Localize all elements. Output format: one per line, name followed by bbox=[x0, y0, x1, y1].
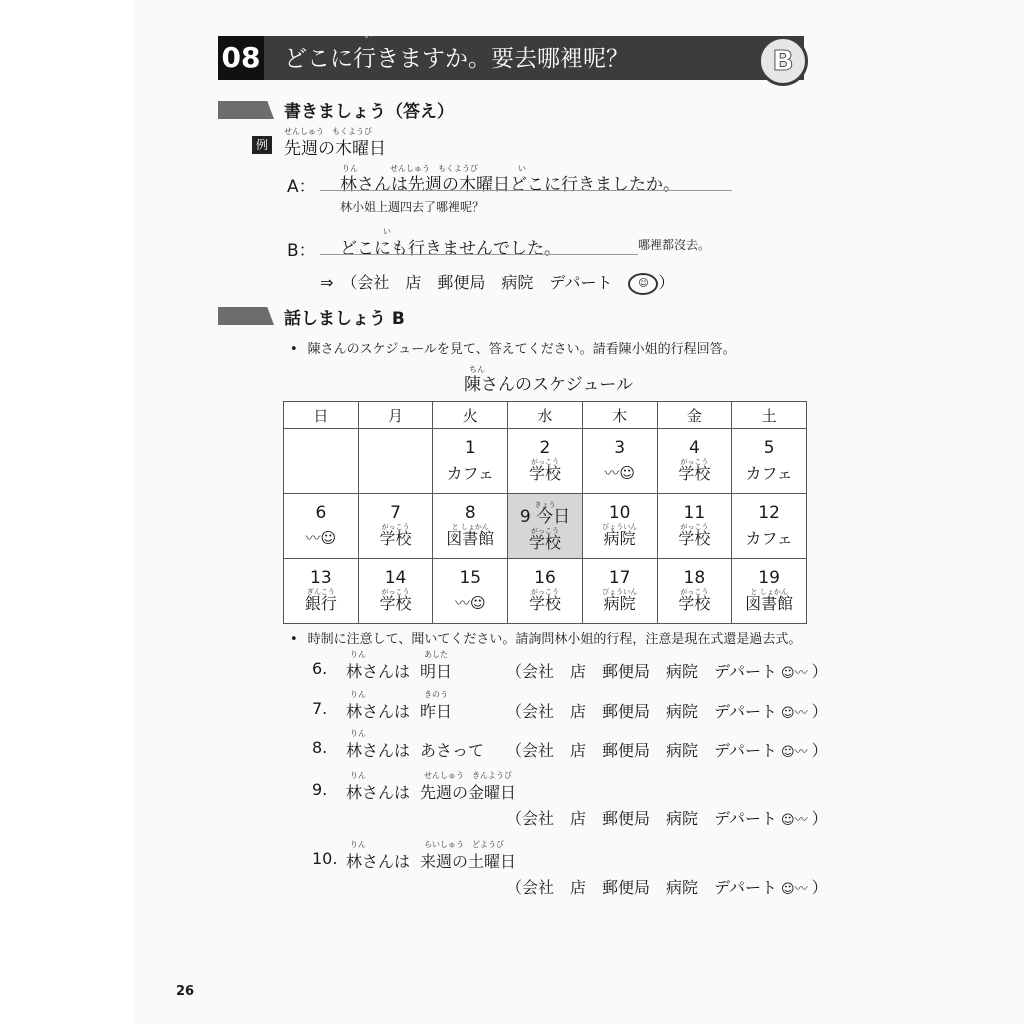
calendar-day-cell bbox=[582, 559, 657, 624]
lesson-number: 08 bbox=[218, 36, 264, 80]
event-ruby: がっこう bbox=[680, 587, 709, 596]
weekday-header: 土 bbox=[732, 402, 807, 429]
event-label: 図書館 bbox=[446, 528, 495, 548]
event-label: 学校 bbox=[678, 528, 711, 548]
sleeping-icon: ☺〰 bbox=[781, 813, 808, 828]
title-ruby: い bbox=[364, 31, 372, 40]
question-number: 9. bbox=[312, 780, 328, 799]
calendar-day-cell bbox=[657, 494, 732, 559]
a-sentence: 林さんは先週の木曜日どこに行きましたか。 bbox=[340, 175, 680, 195]
b-translation: 哪裡都沒去。 bbox=[638, 238, 711, 252]
schedule-ruby: ちん bbox=[469, 365, 485, 374]
event-ruby: と しょかん bbox=[750, 587, 788, 596]
subject-ruby: りん bbox=[350, 690, 366, 699]
day-number: 14 bbox=[384, 567, 407, 588]
schedule-calendar bbox=[283, 401, 807, 624]
weekday-header: 火 bbox=[433, 402, 508, 429]
options-text: ⇒ （会社 店 郵便局 病院 デパート bbox=[320, 273, 629, 292]
b-sentence: どこにも行きませんでした。 bbox=[340, 239, 561, 259]
sleeping-icon: 〰☺ bbox=[454, 594, 486, 613]
a-ruby: りん せんしゅう もくようび い bbox=[342, 164, 526, 173]
calendar-day-cell bbox=[284, 494, 359, 559]
a-label: A： bbox=[287, 177, 316, 197]
options-close: ） bbox=[811, 741, 828, 760]
calendar-day-cell bbox=[508, 494, 583, 559]
day-number: 9 今日 bbox=[519, 506, 571, 527]
calendar-day-cell bbox=[582, 494, 657, 559]
day-number: 4 bbox=[688, 437, 700, 458]
question-time: 来週の土曜日 bbox=[420, 852, 517, 871]
tense-instruction: • 時制に注意して、聞いてください。請詢問林小姐的行程，注意是現在式還是過去式。 bbox=[290, 628, 801, 647]
event-label: 病院 bbox=[603, 593, 636, 613]
section-title-writing: 書きましょう（答え） bbox=[284, 102, 454, 122]
day-number: 13 bbox=[310, 567, 332, 588]
weekday-header: 金 bbox=[657, 402, 732, 429]
example-badge: 例 bbox=[252, 136, 272, 154]
question-number: 8. bbox=[312, 738, 328, 757]
event-label: カフェ bbox=[446, 463, 494, 483]
options-text: （会社 店 郵便局 病院 デパート bbox=[506, 741, 778, 760]
options-text: （会社 店 郵便局 病院 デパート bbox=[506, 809, 778, 828]
question-subject: 林さんは bbox=[346, 783, 411, 802]
event-label: 学校 bbox=[678, 593, 711, 613]
sleeping-icon: 〰☺ bbox=[305, 529, 337, 548]
options-text: （会社 店 郵便局 病院 デパート bbox=[506, 878, 778, 897]
weekday-header: 木 bbox=[582, 402, 657, 429]
sleeping-icon: ☺ bbox=[628, 273, 658, 295]
subject-ruby: りん bbox=[350, 650, 366, 659]
options-list bbox=[506, 699, 828, 722]
options-close: ） bbox=[811, 809, 828, 828]
section-marker bbox=[218, 307, 274, 325]
day-number: 10 bbox=[608, 502, 631, 523]
example-text: 先週の木曜日 bbox=[284, 139, 386, 159]
calendar-day-cell bbox=[358, 559, 433, 624]
sleeping-icon: ☺〰 bbox=[781, 666, 808, 681]
subject-ruby: りん bbox=[350, 771, 366, 780]
options-close: ） bbox=[811, 878, 828, 897]
time-ruby: あした bbox=[424, 650, 448, 659]
day-number: 11 bbox=[683, 502, 706, 523]
event-label: 図書館 bbox=[745, 593, 794, 613]
event-label: 学校 bbox=[678, 463, 711, 483]
day-number: 19 bbox=[758, 567, 780, 588]
calendar-day-cell bbox=[433, 494, 508, 559]
time-ruby: らいしゅう どようび bbox=[424, 840, 504, 849]
question-subject: 林さんは bbox=[346, 662, 411, 681]
event-label: カフェ bbox=[745, 463, 793, 483]
weekday-header-row bbox=[284, 402, 807, 429]
question-number: 7. bbox=[312, 699, 328, 718]
page-number: 26 bbox=[176, 984, 195, 999]
day-number: 6 bbox=[315, 503, 327, 524]
options-close: ） bbox=[811, 702, 828, 721]
calendar-day-cell bbox=[433, 429, 508, 494]
event-label: 学校 bbox=[528, 593, 561, 613]
event-ruby: がっこう bbox=[680, 457, 709, 466]
time-ruby: せんしゅう きんようび bbox=[424, 771, 512, 780]
day-number: 7 bbox=[390, 502, 401, 523]
calendar-day-cell bbox=[508, 559, 583, 624]
question-subject: 林さんは bbox=[346, 702, 411, 721]
weekday-header: 日 bbox=[284, 402, 359, 429]
calendar-week-row bbox=[284, 559, 807, 624]
calendar-week-row bbox=[284, 429, 807, 494]
question-time: あさって bbox=[420, 741, 485, 760]
calendar-day-cell bbox=[284, 429, 359, 494]
event-ruby bbox=[359, 457, 433, 465]
sleeping-icon: ☺〰 bbox=[781, 745, 808, 760]
options-text: （会社 店 郵便局 病院 デパート bbox=[506, 702, 778, 721]
event-label: 病院 bbox=[603, 528, 636, 548]
options-list bbox=[506, 738, 828, 761]
event-ruby: と しょかん bbox=[451, 522, 489, 531]
a-answer-line bbox=[320, 190, 732, 191]
question-time: 明日 bbox=[420, 662, 453, 681]
lesson-title: どこに行きますか。要去哪裡呢？ bbox=[284, 46, 629, 72]
options-text: （会社 店 郵便局 病院 デパート bbox=[506, 662, 778, 681]
sleeping-icon: ☺〰 bbox=[781, 882, 808, 897]
options-line bbox=[320, 270, 674, 295]
calendar-day-cell bbox=[732, 559, 807, 624]
weekday-header: 月 bbox=[358, 402, 433, 429]
sleeping-icon: ☺〰 bbox=[781, 706, 808, 721]
day-number: 3 bbox=[614, 438, 626, 459]
day-ruby: きょう bbox=[534, 500, 556, 509]
day-number: 18 bbox=[683, 567, 706, 588]
question-subject: 林さんは bbox=[346, 852, 411, 871]
event-label: 学校 bbox=[379, 593, 412, 613]
day-number: 17 bbox=[608, 567, 631, 588]
sleeping-icon: 〰☺ bbox=[604, 464, 635, 483]
day-number: 8 bbox=[464, 502, 476, 523]
question-subject: 林さんは bbox=[346, 741, 411, 760]
calendar-day-cell bbox=[358, 429, 433, 494]
options-list bbox=[506, 659, 828, 682]
day-number: 2 bbox=[539, 437, 551, 458]
options-close: ） bbox=[658, 273, 675, 292]
options-list bbox=[506, 806, 828, 829]
calendar-day-cell bbox=[732, 429, 807, 494]
calendar-day-cell bbox=[732, 494, 807, 559]
calendar-day-cell bbox=[433, 559, 508, 624]
event-label: カフェ bbox=[745, 528, 793, 548]
event-ruby: びょういん bbox=[602, 522, 638, 531]
event-label: 学校 bbox=[379, 528, 412, 548]
calendar-day-cell bbox=[508, 429, 583, 494]
day-number: 1 bbox=[464, 437, 476, 458]
calendar-day-cell bbox=[582, 429, 657, 494]
a-translation: 林小姐上週四去了哪裡呢？ bbox=[340, 200, 485, 214]
time-ruby: きのう bbox=[424, 690, 448, 699]
calendar-day-cell bbox=[358, 494, 433, 559]
example-ruby: せんしゅう もくようび bbox=[284, 127, 372, 136]
question-time: 昨日 bbox=[420, 702, 453, 721]
subject-ruby: りん bbox=[350, 840, 366, 849]
day-number: 12 bbox=[758, 502, 780, 523]
question-time: 先週の金曜日 bbox=[420, 783, 517, 802]
instruction-text: • 陳さんのスケジュールを見て、答えてください。請看陳小姐的行程回答。 bbox=[290, 338, 736, 357]
question-number: 6. bbox=[312, 659, 328, 678]
calendar-week-row bbox=[284, 494, 807, 559]
day-number: 5 bbox=[763, 437, 775, 458]
calendar-day-cell bbox=[657, 429, 732, 494]
day-number: 15 bbox=[459, 568, 482, 589]
event-ruby bbox=[284, 457, 358, 465]
subject-ruby: りん bbox=[350, 729, 366, 738]
b-label: B： bbox=[287, 241, 316, 261]
event-ruby: がっこう bbox=[680, 522, 709, 531]
section-marker bbox=[218, 101, 274, 119]
event-ruby: がっこう bbox=[381, 587, 410, 596]
schedule-title: 陳さんのスケジュール bbox=[464, 375, 633, 395]
event-ruby: がっこう bbox=[530, 587, 559, 596]
calendar-day-cell bbox=[284, 559, 359, 624]
event-ruby: ぎんこう bbox=[306, 587, 335, 596]
event-ruby: がっこう bbox=[530, 457, 559, 466]
event-label: 学校 bbox=[528, 532, 561, 552]
section-title-speaking: 話しましょう B bbox=[284, 309, 405, 329]
options-list bbox=[506, 875, 828, 898]
b-answer-line bbox=[320, 254, 638, 255]
calendar-day-cell bbox=[657, 559, 732, 624]
level-badge: B bbox=[758, 36, 808, 86]
question-number: 10. bbox=[312, 849, 338, 868]
event-label: 学校 bbox=[528, 463, 561, 483]
event-label: 銀行 bbox=[304, 593, 337, 613]
options-close: ） bbox=[811, 662, 828, 681]
event-ruby: がっこう bbox=[530, 526, 559, 535]
day-number: 16 bbox=[534, 567, 556, 588]
event-ruby: びょういん bbox=[602, 587, 638, 596]
event-ruby: がっこう bbox=[381, 522, 410, 531]
b-ruby: い bbox=[383, 227, 391, 236]
weekday-header: 水 bbox=[508, 402, 583, 429]
